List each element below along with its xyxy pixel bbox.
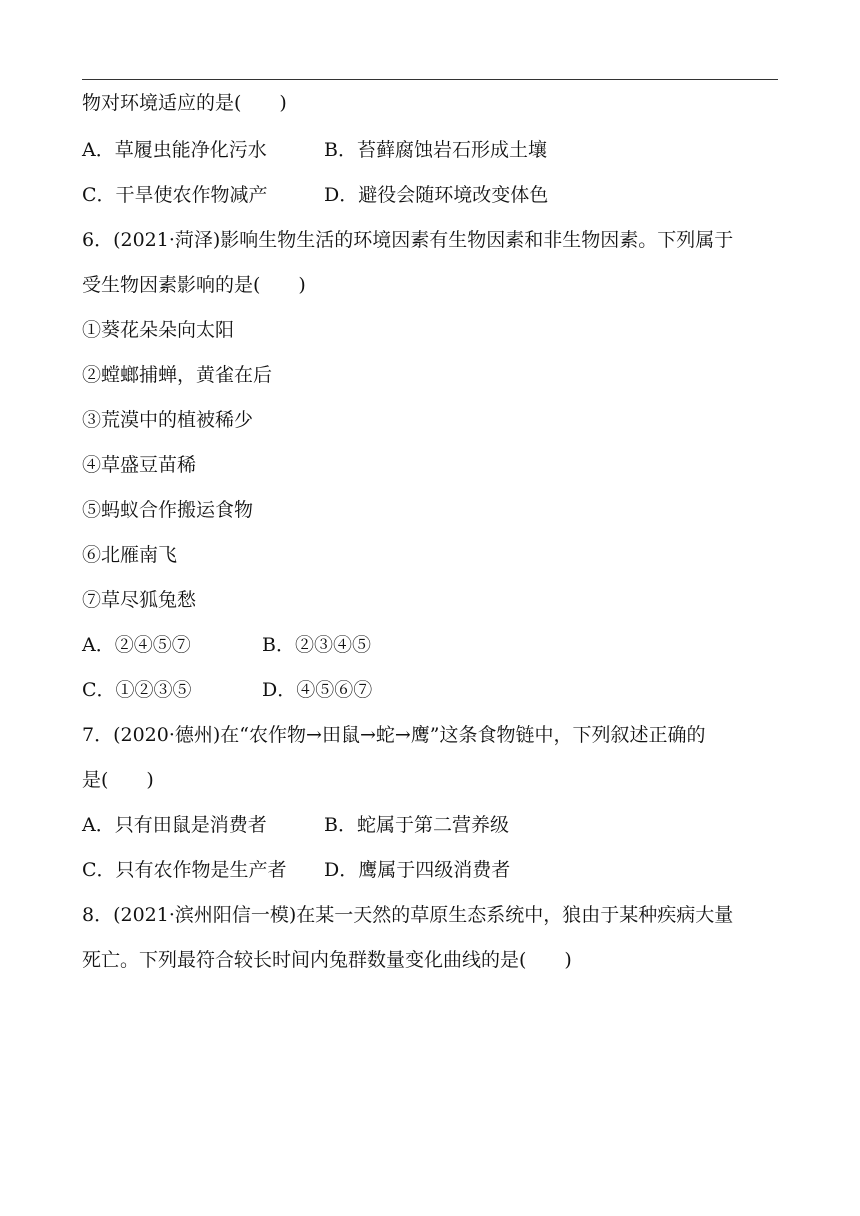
q5-option-c[interactable]: C．干旱使农作物减产 <box>82 184 268 206</box>
header-rule <box>82 79 778 80</box>
q8-stem-line2: 死亡。下列最符合较长时间内兔群数量变化曲线的是( ) <box>82 949 572 971</box>
q6-stem-line2: 受生物因素影响的是( ) <box>82 274 306 296</box>
q6-item-7: ⑦草尽狐兔愁 <box>82 589 197 611</box>
q7-stem-line1: 7．(2020·德州)在“农作物→田鼠→蛇→鹰”这条食物链中，下列叙述正确的 <box>82 724 706 746</box>
q7-option-d[interactable]: D．鹰属于四级消费者 <box>324 859 511 881</box>
q6-option-a[interactable]: A．②④⑤⑦ <box>82 634 191 656</box>
q7-option-b[interactable]: B．蛇属于第二营养级 <box>324 814 509 836</box>
q5-stem-tail: 物对环境适应的是( ) <box>82 92 287 114</box>
q5-option-a[interactable]: A．草履虫能净化污水 <box>82 139 267 161</box>
q7-option-a[interactable]: A．只有田鼠是消费者 <box>82 814 267 836</box>
q7-option-c[interactable]: C．只有农作物是生产者 <box>82 859 287 881</box>
q6-option-d[interactable]: D．④⑤⑥⑦ <box>262 679 373 701</box>
q6-item-1: ①葵花朵朵向太阳 <box>82 319 235 341</box>
q6-option-b[interactable]: B．②③④⑤ <box>262 634 371 656</box>
q6-item-5: ⑤蚂蚁合作搬运食物 <box>82 499 254 521</box>
q8-stem-line1: 8．(2021·滨州阳信一模)在某一天然的草原生态系统中，狼由于某种疾病大量 <box>82 904 734 926</box>
q7-stem-line2: 是( ) <box>82 769 154 791</box>
q6-item-2: ②螳螂捕蝉，黄雀在后 <box>82 364 273 386</box>
q6-stem-line1: 6．(2021·菏泽)影响生物生活的环境因素有生物因素和非生物因素。下列属于 <box>82 229 734 251</box>
q6-item-3: ③荒漠中的植被稀少 <box>82 409 254 431</box>
q5-option-b[interactable]: B．苔藓腐蚀岩石形成土壤 <box>324 139 547 161</box>
q6-item-6: ⑥北雁南飞 <box>82 544 178 566</box>
q5-option-d[interactable]: D．避役会随环境改变体色 <box>324 184 549 206</box>
q6-item-4: ④草盛豆苗稀 <box>82 454 197 476</box>
q6-option-c[interactable]: C．①②③⑤ <box>82 679 192 701</box>
